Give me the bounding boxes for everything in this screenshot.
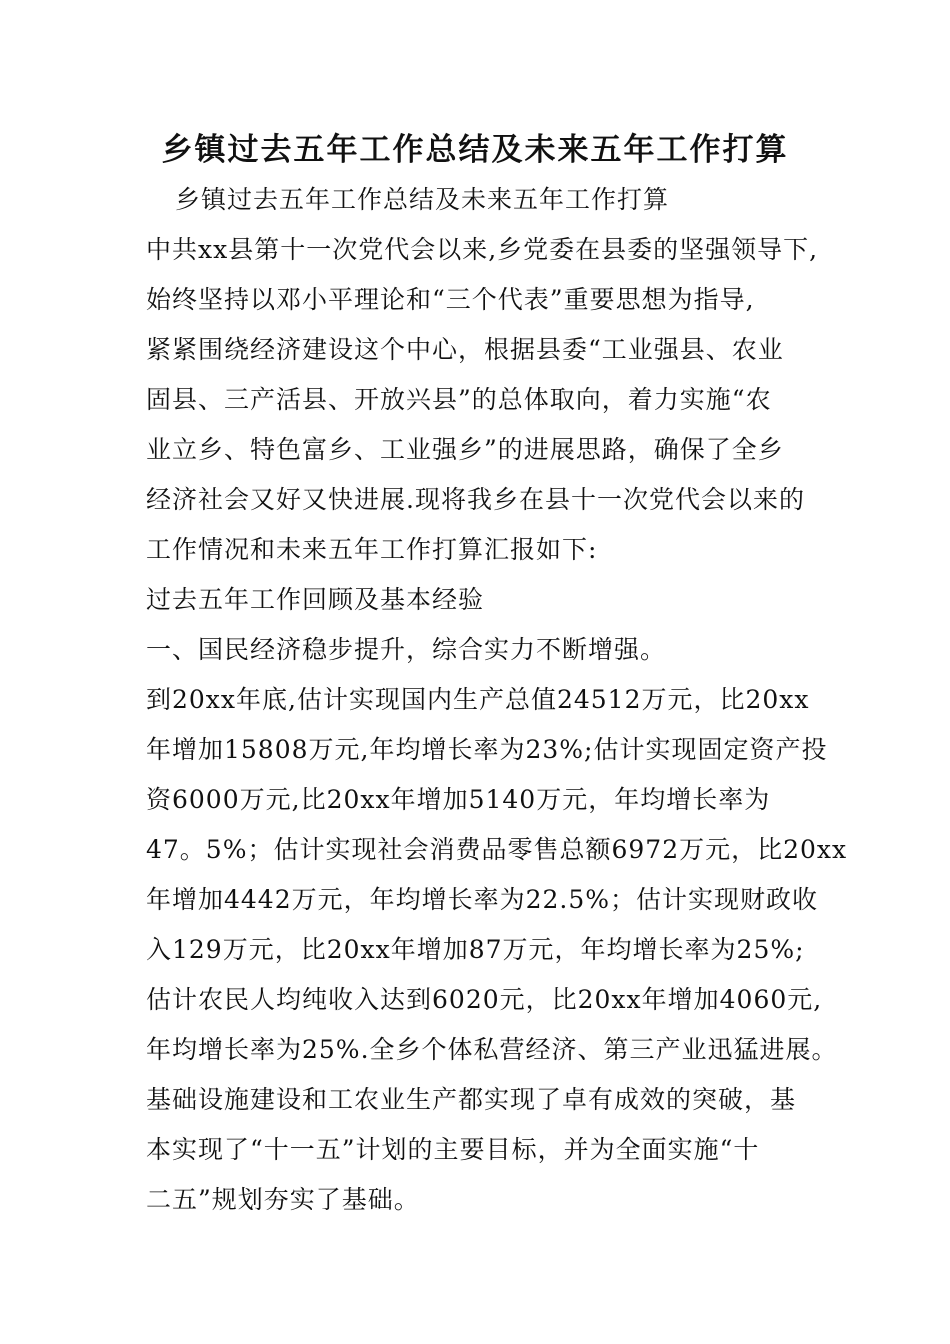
paragraph-line: 到20xx年底,估计实现国内生产总值24512万元，比20xx — [146, 685, 810, 714]
section-heading: 过去五年工作回顾及基本经验 — [146, 585, 485, 614]
paragraph-line: 紧紧围绕经济建设这个中心，根据县委“工业强县、农业 — [146, 335, 784, 364]
paragraph-line: 资6000万元,比20xx年增加5140万元，年均增长率为 — [146, 785, 771, 814]
paragraph-line: 本实现了“十一五”计划的主要目标，并为全面实施“十 — [146, 1135, 760, 1164]
paragraph-line: 47。5%；估计实现社会消费品零售总额6972万元，比20xx — [146, 835, 848, 864]
paragraph-line: 估计农民人均纯收入达到6020元，比20xx年增加4060元, — [146, 985, 823, 1014]
document-title: 乡镇过去五年工作总结及未来五年工作打算 — [161, 132, 789, 168]
paragraph-line: 入129万元，比20xx年增加87万元，年均增长率为25%; — [146, 935, 805, 964]
paragraph-line: 二五”规划夯实了基础。 — [146, 1185, 420, 1214]
paragraph-line: 工作情况和未来五年工作打算汇报如下: — [146, 535, 598, 564]
paragraph-line: 固县、三产活县、开放兴县”的总体取向，着力实施“农 — [146, 385, 772, 414]
paragraph-line: 中共xx县第十一次党代会以来,乡党委在县委的坚强领导下, — [146, 235, 819, 264]
paragraph-line: 年均增长率为25%.全乡个体私营经济、第三产业迅猛进展。 — [146, 1035, 838, 1064]
paragraph-line: 年增加15808万元,年均增长率为23%;估计实现固定资产投 — [146, 735, 828, 764]
paragraph-line: 年增加4442万元，年均增长率为22.5%；估计实现财政收 — [146, 885, 819, 914]
paragraph-line: 始终坚持以邓小平理论和“三个代表”重要思想为指导, — [146, 285, 755, 314]
subsection-heading: 一、国民经济稳步提升，综合实力不断增强。 — [146, 635, 667, 664]
paragraph-line: 业立乡、特色富乡、工业强乡”的进展思路，确保了全乡 — [146, 435, 784, 464]
paragraph-line: 经济社会又好又快进展.现将我乡在县十一次党代会以来的 — [146, 485, 805, 514]
paragraph-line: 基础设施建设和工农业生产都实现了卓有成效的突破，基 — [146, 1085, 797, 1114]
subtitle-line: 乡镇过去五年工作总结及未来五年工作打算 — [175, 185, 670, 214]
